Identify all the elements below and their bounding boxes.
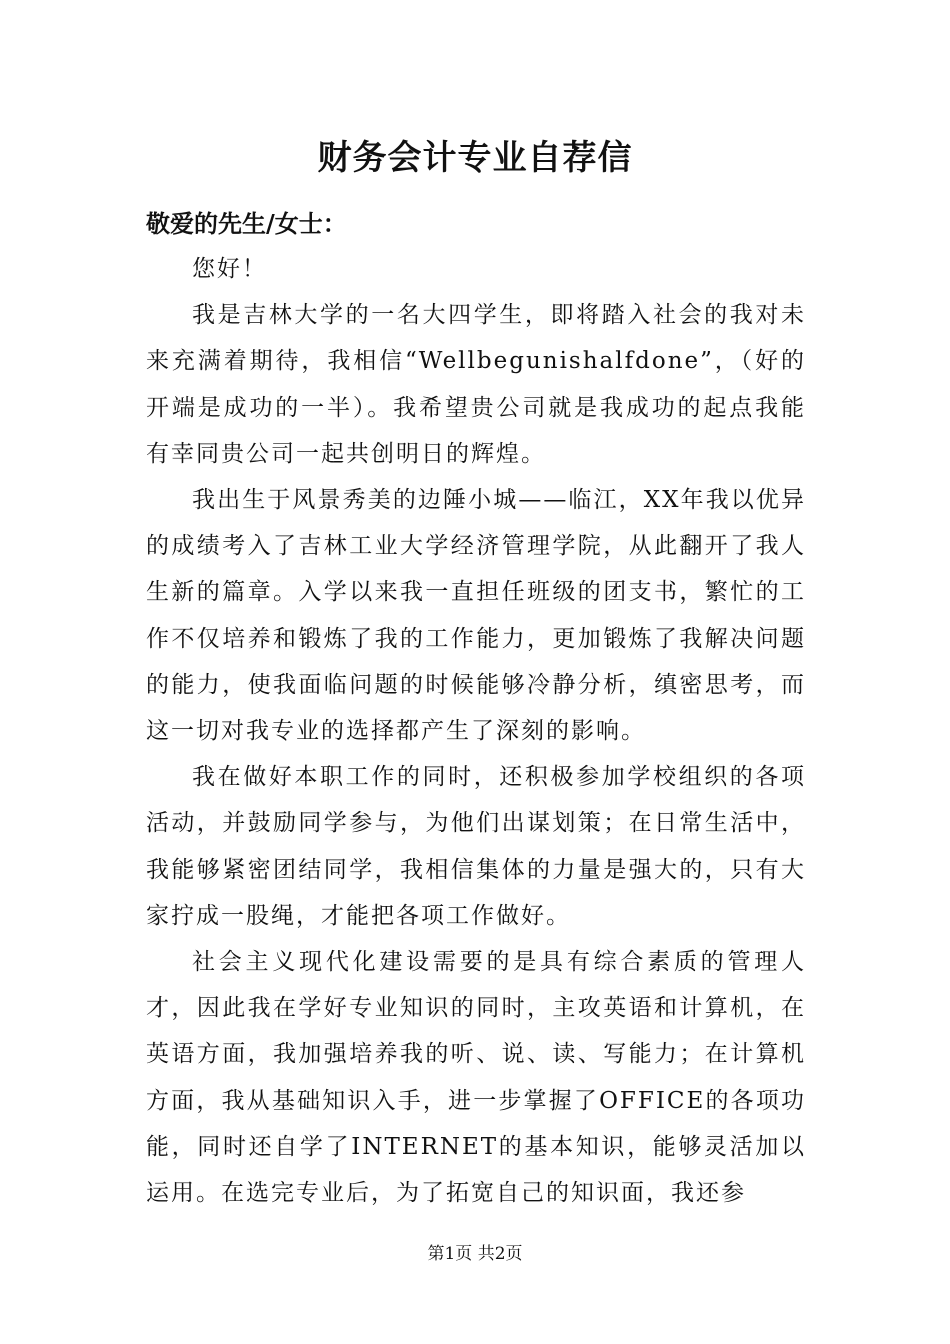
paragraph: 我出生于风景秀美的边陲小城——临江，XX年我以优异的成绩考入了吉林工业大学经济管理学院，从此翻开了我人生新的篇章。入学以来我一直担任班级的团支书，繁忙的工作不仅培养和锻炼了我的工作能力，更加锻炼了我解决问题的能力，使我面临问题的时候能够冷静分析，缜密思考，而这一切对我专业的选择都产生了深刻的影响。: [146, 487, 806, 745]
paragraph: 我是吉林大学的一名大四学生，即将踏入社会的我对未来充满着期待，我相信“Wellbegunishalfdone”，（好的开端是成功的一半）。我希望贵公司就是我成功的起点我能有幸同贵公司一起共创明日的辉煌。: [146, 302, 806, 467]
greeting: 您好！: [192, 256, 267, 282]
paragraph: 我在做好本职工作的同时，还积极参加学校组织的各项活动，并鼓励同学参与，为他们出谋划策；在日常生活中，我能够紧密团结同学，我相信集体的力量是强大的，只有大家拧成一股绳，才能把各项工作做好。: [146, 764, 806, 929]
letter-body: [146, 246, 806, 1216]
document-title: 财务会计专业自荐信: [317, 138, 633, 178]
page-footer: 第1页 共2页: [427, 1244, 523, 1264]
salutation: 敬爱的先生/女士：: [146, 209, 347, 238]
paragraph: 社会主义现代化建设需要的是具有综合素质的管理人才，因此我在学好专业知识的同时，主攻英语和计算机，在英语方面，我加强培养我的听、说、读、写能力；在计算机方面，我从基础知识入手，进一步掌握了OFFICE的各项功能，同时还自学了INTERNET的基本知识，能够灵活加以运用。在选完专业后，为了拓宽自己的知识面，我还参: [146, 949, 806, 1207]
